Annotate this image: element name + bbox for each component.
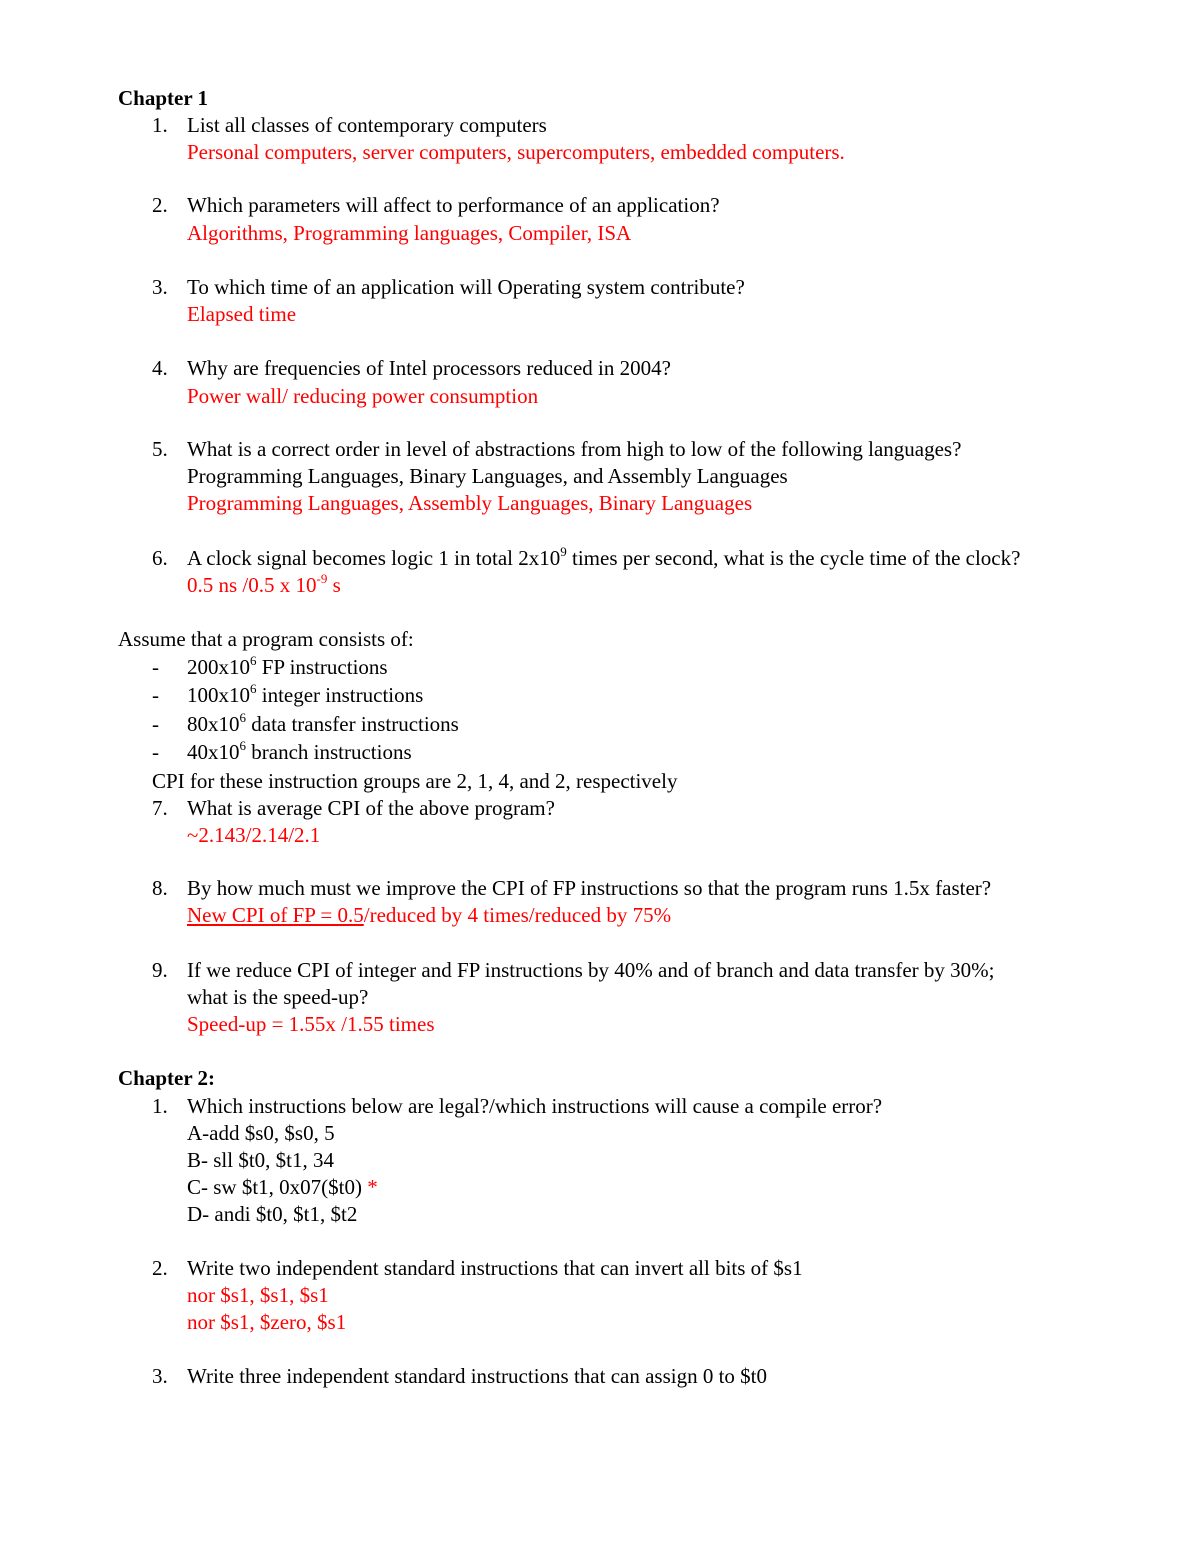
q3-number: 3. [152,275,168,299]
q7-answer: ~2.143/2.14/2.1 [187,823,321,847]
list-item-branch: $40x10^6$ branch instructions [187,738,412,764]
c2-q1-option-b: B- sll $t0, $t1, 34 [187,1148,335,1172]
list-item-fp: $200x10^6$ FP instructions [187,653,388,679]
q5-question-line2: Programming Languages, Binary Languages, and Assembly Languages [187,464,788,488]
q9-question: If we reduce CPI of integer and FP instructions by 40% and of branch and data transfer by 30%; [187,958,995,982]
c2-q2-number: 2. [152,1256,168,1280]
c2-q3-question: Write three independent standard instructions that can assign 0 to $t0 [187,1364,768,1388]
c2-q2-answer-1: nor $s1, $s1, $s1 [187,1283,329,1307]
q8-number: 8. [152,876,168,900]
q4-number: 4. [152,356,168,380]
c2-q1-option-c: C- sw $t1, 0x07($t0) * [187,1175,378,1199]
q9-answer: Speed-up = 1.55x /1.55 times [187,1012,435,1036]
q5-question: What is a correct order in level of abstractions from high to low of the following languages? [187,437,962,461]
q1-answer: Personal computers, server computers, supercomputers, embedded computers. [187,140,845,164]
q2-answer: Algorithms, Programming languages, Compiler, ISA [187,221,632,245]
list-dash: - [152,655,159,679]
assume-intro: Assume that a program consists of: [118,627,414,651]
q1-number: 1. [152,113,168,137]
q9-question-line2: what is the speed-up? [187,985,369,1009]
list-dash: - [152,712,159,736]
q9-number: 9. [152,958,168,982]
q4-answer: Power wall/ reducing power consumption [187,384,539,408]
q7-number: 7. [152,796,168,820]
c2-q1-number: 1. [152,1094,168,1118]
q6-answer: 0.5 ns /0.5 x $10^{-9}$ s [187,571,341,597]
chapter-1-heading: Chapter 1 [118,86,209,110]
q6-number: 6. [152,546,168,570]
q7-question: What is average CPI of the above program? [187,796,555,820]
q1-question: List all classes of contemporary computers [187,113,547,137]
chapter-2-heading: Chapter 2: [118,1066,216,1090]
q5-answer: Programming Languages, Assembly Languages, Binary Languages [187,491,753,515]
q3-answer: Elapsed time [187,302,297,326]
correct-mark: * [367,1175,378,1199]
q4-question: Why are frequencies of Intel processors reduced in 2004? [187,356,671,380]
list-item-integer: $100x10^6$ integer instructions [187,681,424,707]
list-dash: - [152,683,159,707]
list-item-data-transfer: $80x10^6$ data transfer instructions [187,710,459,736]
q5-number: 5. [152,437,168,461]
c2-q1-option-a: A-add $s0, $s0, 5 [187,1121,335,1145]
q2-question: Which parameters will affect to performance of an application? [187,193,720,217]
c2-q3-number: 3. [152,1364,168,1388]
c2-q1-question: Which instructions below are legal?/which instructions will cause a compile error? [187,1094,883,1118]
c2-q2-answer-2: nor $s1, $zero, $s1 [187,1310,347,1334]
q3-question: To which time of an application will Operating system contribute? [187,275,745,299]
list-dash: - [152,740,159,764]
c2-q1-option-d: D- andi $t0, $t1, $t2 [187,1202,358,1226]
q6-question: A clock signal becomes logic 1 in total $2x10^9$ times per second, what is the cycle time of the clock? [187,544,1021,570]
q2-number: 2. [152,193,168,217]
q8-question: By how much must we improve the CPI of FP instructions so that the program runs 1.5x faster? [187,876,992,900]
cpi-statement: CPI for these instruction groups are 2, 1, 4, and 2, respectively [152,769,678,793]
c2-q2-question: Write two independent standard instructions that can invert all bits of $s1 [187,1256,803,1280]
q8-answer: New CPI of FP = 0.5/reduced by 4 times/reduced by 75% [187,903,672,927]
